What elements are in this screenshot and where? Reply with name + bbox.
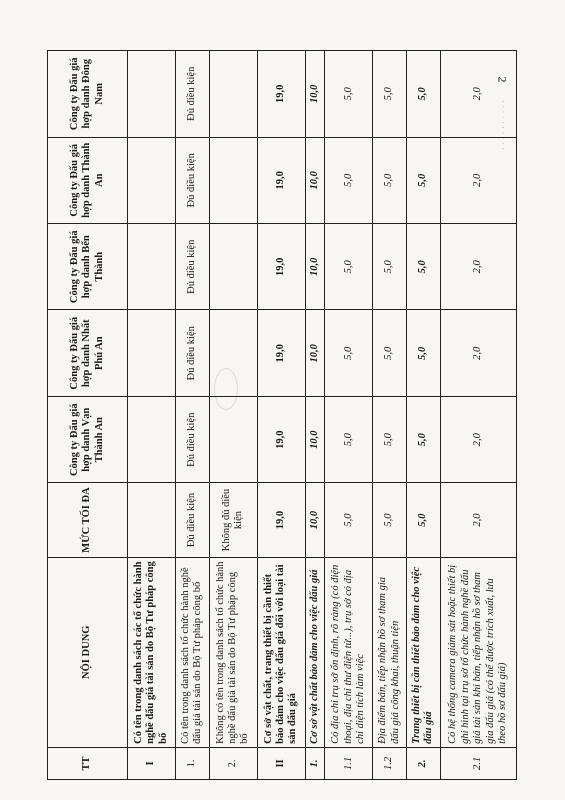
page-number: 2	[495, 76, 510, 83]
table-row	[325, 51, 373, 780]
max-score-cell: 10,0	[305, 483, 325, 557]
max-score-cell: 5,0	[407, 483, 441, 557]
company-score-cell: 19,0	[257, 137, 305, 223]
table-row	[257, 51, 305, 780]
company-score-cell: 5,0	[373, 224, 407, 310]
max-score-cell: 2,0	[440, 483, 516, 557]
row-content: Có hệ thống camera giám sát hoặc thiết bị ghi hình tại trụ sở tổ chức hành nghề đấu giá tài sản khi bán, tiếp nhận hồ sơ tham gia đấu giá (có thể được trích xuất, lưu theo hồ sơ đấu giá)	[440, 557, 516, 747]
max-score-cell: Không đủ điều kiện	[209, 483, 257, 557]
row-number: 2.	[407, 747, 441, 779]
row-content: Không có tên trong danh sách tổ chức hành nghề đấu giá tài sản do Bộ Tư pháp công bố	[209, 557, 257, 747]
row-content: Địa điểm bán, tiếp nhận hồ sơ tham gia đấu giá công khai, thuận tiện	[373, 557, 407, 747]
table-row	[373, 51, 407, 780]
row-content: Cơ sở vật chất bảo đảm cho việc đấu giá	[305, 557, 325, 747]
max-score-cell: 5,0	[325, 483, 373, 557]
header-cell: MỨC TỐI ĐA	[48, 483, 128, 557]
company-score-cell: 5,0	[325, 51, 373, 138]
company-score-cell: Đủ điều kiện	[175, 224, 209, 310]
company-score-cell: 10,0	[305, 137, 325, 223]
company-score-cell: 2,0	[440, 137, 516, 223]
company-score-cell: 5,0	[373, 51, 407, 138]
company-score-cell	[209, 396, 257, 482]
company-score-cell: 5,0	[407, 224, 441, 310]
row-number: 2.1	[440, 747, 516, 779]
row-number: I	[128, 747, 176, 779]
company-score-cell	[128, 224, 176, 310]
header-cell: Công ty Đấu giá hợp danh Bến Thành	[48, 224, 128, 310]
rotated-table-wrapper	[47, 50, 517, 780]
row-content: Trang thiết bị cần thiết bảo đảm cho việc đấu giá	[407, 557, 441, 747]
header-cell: Công ty Đấu giá hợp danh Vạn Thành An	[48, 396, 128, 482]
table-row	[440, 51, 516, 780]
row-content: Có địa chỉ trụ sở ổn định, rõ ràng (có điện thoại, địa chỉ thư điện tử...), trụ sở có địa chỉ diện tích làm việc	[325, 557, 373, 747]
max-score-cell	[128, 483, 176, 557]
row-content: Có tên trong danh sách các tổ chức hành nghề đấu giá tài sản do Bộ Tư pháp công bố	[128, 557, 176, 747]
company-score-cell: 10,0	[305, 51, 325, 138]
company-score-cell: Đủ điều kiện	[175, 137, 209, 223]
header-cell: TT	[48, 747, 128, 779]
company-score-cell	[128, 51, 176, 138]
company-score-cell: Đủ điều kiện	[175, 310, 209, 396]
company-score-cell: 5,0	[373, 310, 407, 396]
header-cell: NỘI DUNG	[48, 557, 128, 747]
table-row	[175, 51, 209, 780]
company-score-cell: 5,0	[325, 396, 373, 482]
company-score-cell: 10,0	[305, 310, 325, 396]
company-score-cell: 2,0	[440, 310, 516, 396]
company-score-cell: 2,0	[440, 51, 516, 138]
company-score-cell: 5,0	[407, 396, 441, 482]
company-score-cell	[209, 51, 257, 138]
company-score-cell: 19,0	[257, 310, 305, 396]
company-score-cell	[209, 224, 257, 310]
company-score-cell: 10,0	[305, 396, 325, 482]
company-score-cell: Đủ điều kiện	[175, 396, 209, 482]
table-row	[305, 51, 325, 780]
header-cell: Công ty Đấu giá hợp danh Đông Nam	[48, 51, 128, 138]
company-score-cell	[209, 310, 257, 396]
company-score-cell: 5,0	[373, 396, 407, 482]
table-row	[407, 51, 441, 780]
company-score-cell: 5,0	[407, 51, 441, 138]
company-score-cell: 2,0	[440, 224, 516, 310]
company-score-cell: 5,0	[407, 137, 441, 223]
header-row	[48, 51, 128, 780]
table-row	[209, 51, 257, 780]
row-number: 1.1	[325, 747, 373, 779]
bleed-through-text: · · · · · · · · · ·	[498, 99, 509, 151]
company-score-cell	[209, 137, 257, 223]
company-score-cell: 10,0	[305, 224, 325, 310]
company-score-cell: 5,0	[325, 310, 373, 396]
row-number: 1.	[175, 747, 209, 779]
company-score-cell: 5,0	[407, 310, 441, 396]
row-number: 1.	[305, 747, 325, 779]
company-score-cell: 5,0	[373, 137, 407, 223]
company-score-cell: 5,0	[325, 224, 373, 310]
company-score-cell: 19,0	[257, 224, 305, 310]
header-cell: Công ty Đấu giá hợp danh Thành An	[48, 137, 128, 223]
company-score-cell: 2,0	[440, 396, 516, 482]
company-score-cell: Đủ điều kiện	[175, 51, 209, 138]
row-number: 1.2	[373, 747, 407, 779]
header-cell: Công ty Đấu giá hợp danh Nhất Phú An	[48, 310, 128, 396]
row-content: Có tên trong danh sách tổ chức hành nghề đấu giá tài sản do Bộ Tư pháp công bố	[175, 557, 209, 747]
company-score-cell: 5,0	[325, 137, 373, 223]
company-score-cell: 19,0	[257, 51, 305, 138]
row-content: Cơ sở vật chất, trang thiết bị cần thiết bảo đảm cho việc đấu giá đối với loại tài sản đấu giá	[257, 557, 305, 747]
company-score-cell: 19,0	[257, 396, 305, 482]
max-score-cell: Đủ điều kiện	[175, 483, 209, 557]
company-score-cell	[128, 137, 176, 223]
company-score-cell	[128, 396, 176, 482]
evaluation-table	[47, 50, 517, 780]
row-number: II	[257, 747, 305, 779]
max-score-cell: 5,0	[373, 483, 407, 557]
max-score-cell: 19,0	[257, 483, 305, 557]
company-score-cell	[128, 310, 176, 396]
table-row	[128, 51, 176, 780]
row-number: 2.	[209, 747, 257, 779]
